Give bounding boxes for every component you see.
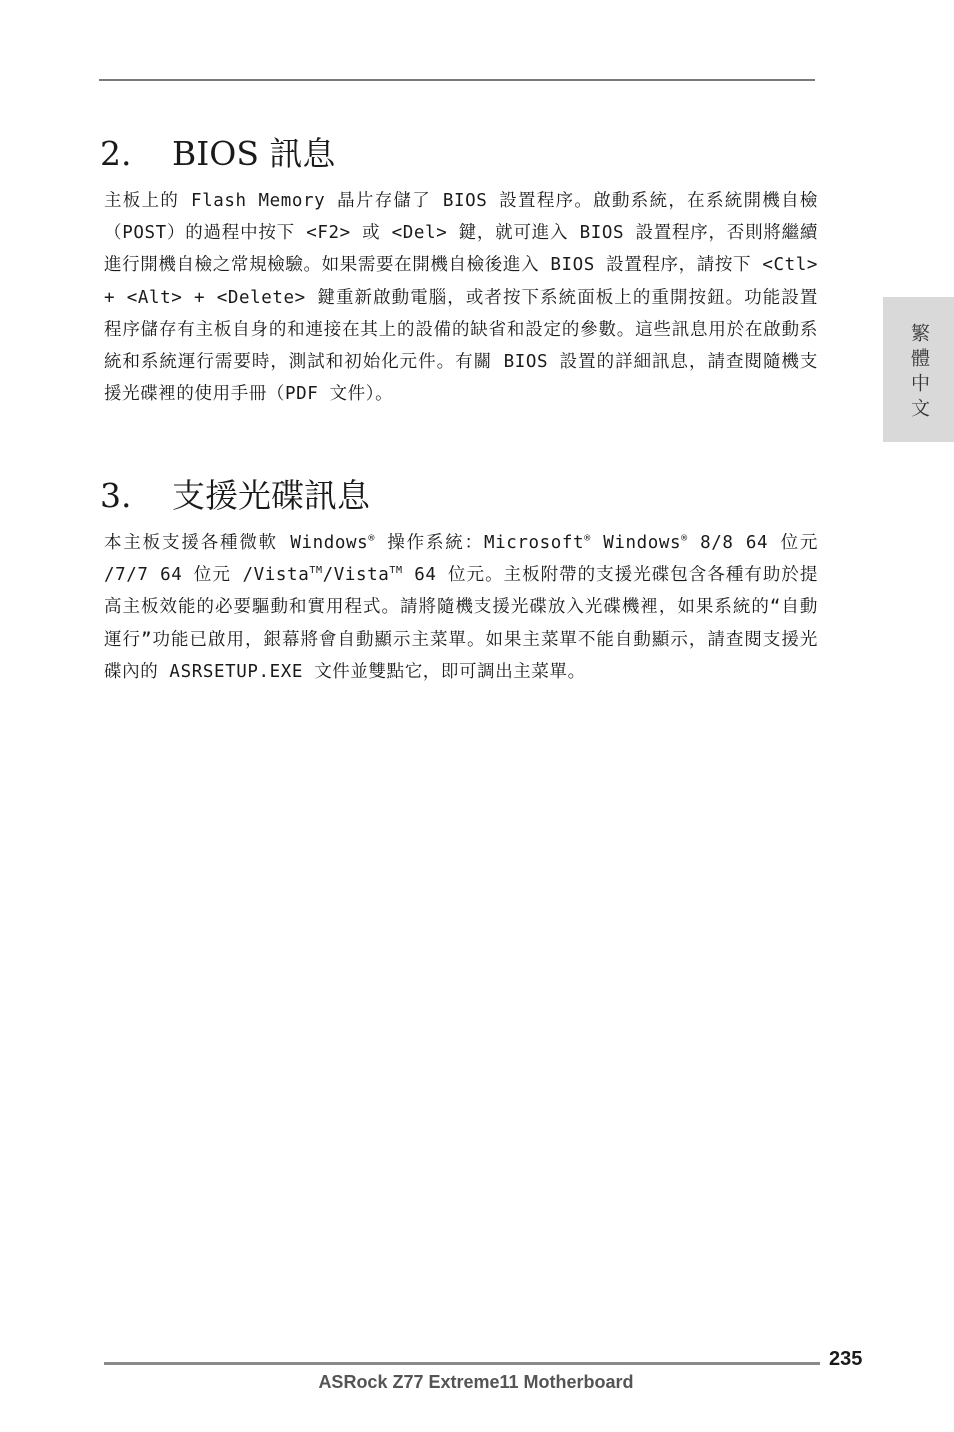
section-2-number: 2. [100,134,132,173]
registered-mark: ® [681,533,688,544]
top-divider [99,79,815,81]
section-3-body-text: 8/8 64 位元 /7/7 64 位元 /Vista [104,533,818,586]
section-2-heading [100,134,335,174]
language-tab-label: 繁體中文 [908,323,930,423]
section-3-heading [100,476,370,516]
footer-title: ASRock Z77 Extreme11 Motherboard [318,1372,634,1392]
section-3-number: 3. [100,476,132,515]
bottom-divider [104,1362,820,1365]
trademark-mark: TM [389,565,403,577]
page-number: 235 [829,1348,863,1370]
section-3-body-text: 操作系統：Microsoft [374,533,585,553]
registered-mark: ® [584,533,591,544]
section-3-body-text: 64 位元。主板附帶的支援光碟包含各種有助於提高主板效能的必要驅動和實用程式。請將隨機支援光碟放入光碟機裡，如果系統的“自動運行”功能已啟用，銀幕將會自動顯示主菜單。如果主菜單不能自動顯示，請查閱支援光碟內的 ASRSETUP.EXE 文件並雙點它，即可調出主菜單。 [104,565,818,682]
trademark-mark: TM [309,565,323,577]
section-3-body-text: Windows [590,533,682,553]
section-3-body-text: /Vista [322,565,390,586]
section-3-body [104,527,818,688]
section-2-body: 主板上的 Flash Memory 晶片存儲了 BIOS 設置程序。啟動系統，在系統開機自檢（POST）的過程中按下 <F2> 或 <Del> 鍵，就可進入 BIOS 設置程序，否則將繼續進行開機自檢之常規檢驗。如果需要在開機自檢後進入 BIOS 設置程序，請按下 <Ctl> + <Alt> + <Delete> 鍵重新啟動電腦，或者按下系統面板上的重開按鈕。功能設置程序儲存有主板自身的和連接在其上的設備的缺省和設定的參數。這些訊息用於在啟動系統和系統運行需要時，測試和初始化元件。有關 BIOS 設置的詳細訊息，請查閱隨機支援光碟裡的使用手冊（PDF 文件）。 [104,191,818,405]
registered-mark: ® [368,533,375,544]
section-3-body-text: 本主板支援各種微軟 Windows [104,533,369,553]
language-tab [883,297,954,442]
section-2-title: BIOS 訊息 [172,134,336,173]
section-3-title: 支援光碟訊息 [172,476,370,515]
